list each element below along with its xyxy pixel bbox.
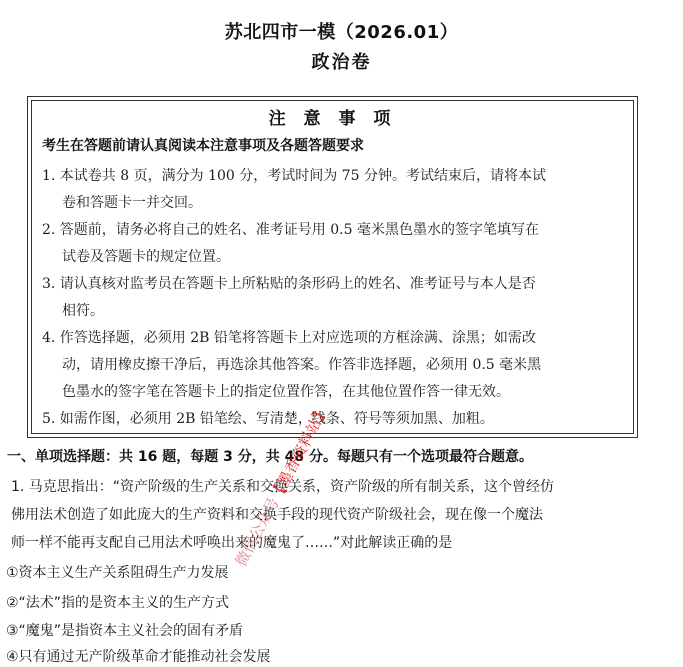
notice-line: 4. 作答选择题，必须用 2B 铅笔将答题卡上对应选项的方框涂满、涂黑；如需改 bbox=[42, 330, 536, 346]
notice-line: 动，请用橡皮擦干净后，再选涂其他答案。作答非选择题，必须用 0.5 毫米黑 bbox=[62, 357, 542, 373]
section-heading: 一、单项选择题：共 16 题，每题 3 分，共 48 分。每题只有一个选项最符合题意。 bbox=[7, 449, 533, 465]
notice-line: 色墨水的签字笔在答题卡上的指定位置作答，在其他位置作答一律无效。 bbox=[62, 384, 510, 400]
question-text-line: 1. 马克思指出：“资产阶级的生产关系和交换关系，资产阶级的所有制关系，这个曾经仿 bbox=[11, 479, 555, 495]
notice-line: 卷和答题卡一并交回。 bbox=[62, 195, 202, 211]
watermark-brand: 【墨香资料站】 bbox=[266, 401, 333, 504]
notice-line: 1. 本试卷共 8 页，满分为 100 分，考试时间为 75 分钟。考试结束后，请将本试 bbox=[42, 168, 546, 184]
option-2: ②“法术”指的是资本主义的生产方式 bbox=[6, 595, 230, 611]
notice-line: 3. 请认真核对监考员在答题卡上所粘贴的条形码上的姓名、准考证号与本人是否 bbox=[42, 276, 536, 292]
notice-line: 相符。 bbox=[62, 303, 104, 319]
question-text-line: 师一样不能再支配自己用法术呼唤出来的魔鬼了……”对此解读正确的是 bbox=[11, 535, 453, 551]
watermark-text: 微信公众号 bbox=[231, 494, 283, 570]
notice-heading: 注 意 事 项 bbox=[268, 109, 397, 129]
question-text-line: 佛用法术创造了如此庞大的生产资料和交换手段的现代资产阶级社会，现在像一个魔法 bbox=[11, 507, 543, 523]
notice-line: 试卷及答题卡的规定位置。 bbox=[62, 249, 230, 265]
exam-subtitle: 政治卷 bbox=[311, 52, 372, 73]
option-4: ④只有通过无产阶级革命才能推动社会发展 bbox=[6, 649, 271, 665]
exam-title: 苏北四市一模（2026.01） bbox=[224, 22, 459, 43]
notice-line: 2. 答题前，请务必将自己的姓名、准考证号用 0.5 毫米黑色墨水的签字笔填写在 bbox=[42, 222, 539, 238]
notice-instruction: 考生在答题前请认真阅读本注意事项及各题答题要求 bbox=[42, 138, 364, 154]
option-1: ①资本主义生产关系阻碍生产力发展 bbox=[6, 565, 229, 581]
notice-line: 5. 如需作图，必须用 2B 铅笔绘、写清楚，线条、符号等须加黑、加粗。 bbox=[42, 411, 494, 427]
notice-box bbox=[27, 96, 638, 438]
option-3: ③“魔鬼”是指资本主义社会的固有矛盾 bbox=[6, 623, 244, 639]
